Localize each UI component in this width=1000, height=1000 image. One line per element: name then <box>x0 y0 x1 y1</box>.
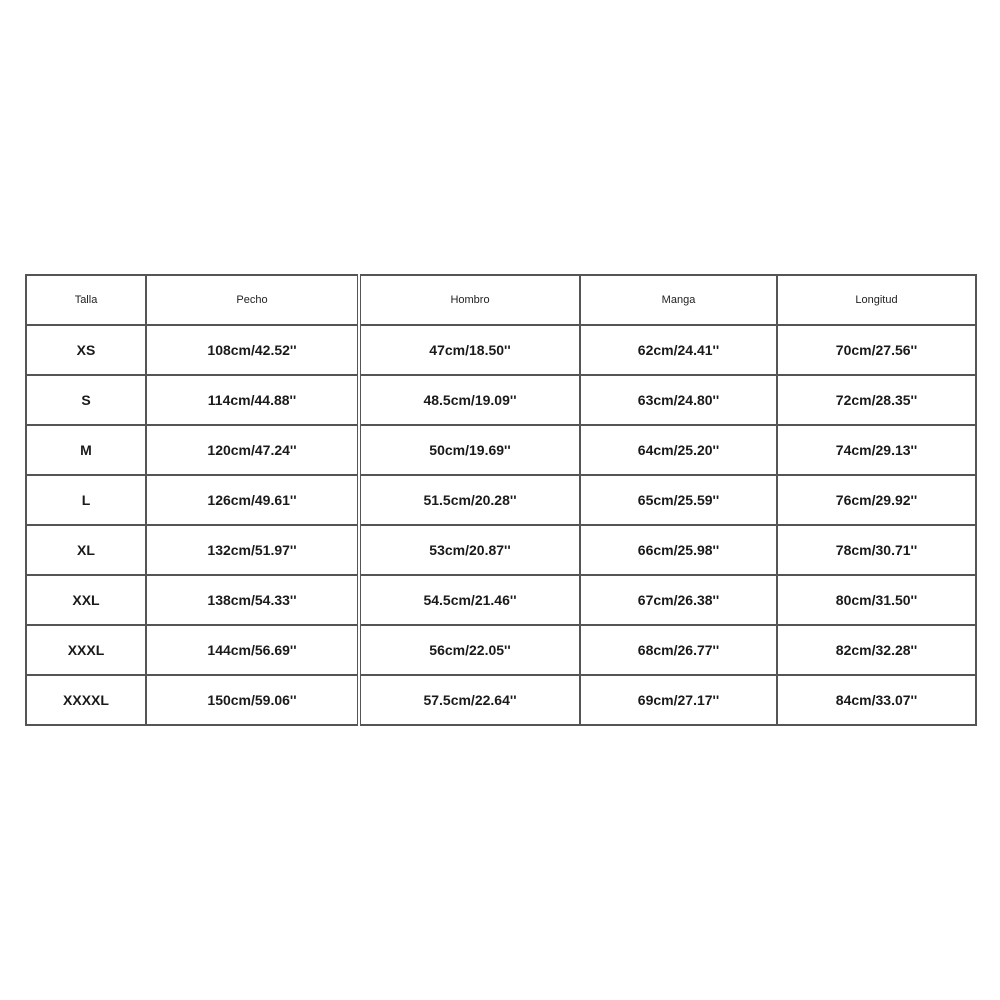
column-header-sleeve: Manga <box>580 275 777 325</box>
cell-size: M <box>26 425 146 475</box>
cell-length: 80cm/31.50'' <box>777 575 976 625</box>
cell-sleeve: 69cm/27.17'' <box>580 675 777 725</box>
table-row <box>26 475 976 525</box>
cell-shoulder: 57.5cm/22.64'' <box>359 675 580 725</box>
cell-length: 84cm/33.07'' <box>777 675 976 725</box>
column-header-length: Longitud <box>777 275 976 325</box>
table-row <box>26 625 976 675</box>
table-row <box>26 675 976 725</box>
cell-shoulder: 48.5cm/19.09'' <box>359 375 580 425</box>
column-header-shoulder: Hombro <box>359 275 580 325</box>
cell-sleeve: 66cm/25.98'' <box>580 525 777 575</box>
cell-length: 70cm/27.56'' <box>777 325 976 375</box>
cell-chest: 132cm/51.97'' <box>146 525 359 575</box>
cell-chest: 126cm/49.61'' <box>146 475 359 525</box>
cell-sleeve: 63cm/24.80'' <box>580 375 777 425</box>
size-chart-table <box>25 274 977 726</box>
table-row <box>26 325 976 375</box>
cell-chest: 120cm/47.24'' <box>146 425 359 475</box>
table-row <box>26 375 976 425</box>
cell-shoulder: 51.5cm/20.28'' <box>359 475 580 525</box>
cell-size: XXXXL <box>26 675 146 725</box>
cell-size: L <box>26 475 146 525</box>
cell-chest: 114cm/44.88'' <box>146 375 359 425</box>
column-header-chest: Pecho <box>146 275 359 325</box>
cell-sleeve: 62cm/24.41'' <box>580 325 777 375</box>
cell-shoulder: 47cm/18.50'' <box>359 325 580 375</box>
cell-length: 78cm/30.71'' <box>777 525 976 575</box>
cell-chest: 150cm/59.06'' <box>146 675 359 725</box>
cell-shoulder: 56cm/22.05'' <box>359 625 580 675</box>
cell-length: 82cm/32.28'' <box>777 625 976 675</box>
cell-size: S <box>26 375 146 425</box>
table-row <box>26 575 976 625</box>
cell-size: XS <box>26 325 146 375</box>
cell-chest: 138cm/54.33'' <box>146 575 359 625</box>
table-row <box>26 425 976 475</box>
cell-length: 72cm/28.35'' <box>777 375 976 425</box>
cell-length: 74cm/29.13'' <box>777 425 976 475</box>
cell-size: XXXL <box>26 625 146 675</box>
cell-sleeve: 67cm/26.38'' <box>580 575 777 625</box>
cell-shoulder: 50cm/19.69'' <box>359 425 580 475</box>
cell-chest: 108cm/42.52'' <box>146 325 359 375</box>
cell-size: XXL <box>26 575 146 625</box>
cell-shoulder: 53cm/20.87'' <box>359 525 580 575</box>
cell-chest: 144cm/56.69'' <box>146 625 359 675</box>
cell-sleeve: 65cm/25.59'' <box>580 475 777 525</box>
cell-size: XL <box>26 525 146 575</box>
table-header-row <box>26 275 976 325</box>
cell-sleeve: 68cm/26.77'' <box>580 625 777 675</box>
table-row <box>26 525 976 575</box>
column-header-size: Talla <box>26 275 146 325</box>
cell-length: 76cm/29.92'' <box>777 475 976 525</box>
cell-sleeve: 64cm/25.20'' <box>580 425 777 475</box>
cell-shoulder: 54.5cm/21.46'' <box>359 575 580 625</box>
